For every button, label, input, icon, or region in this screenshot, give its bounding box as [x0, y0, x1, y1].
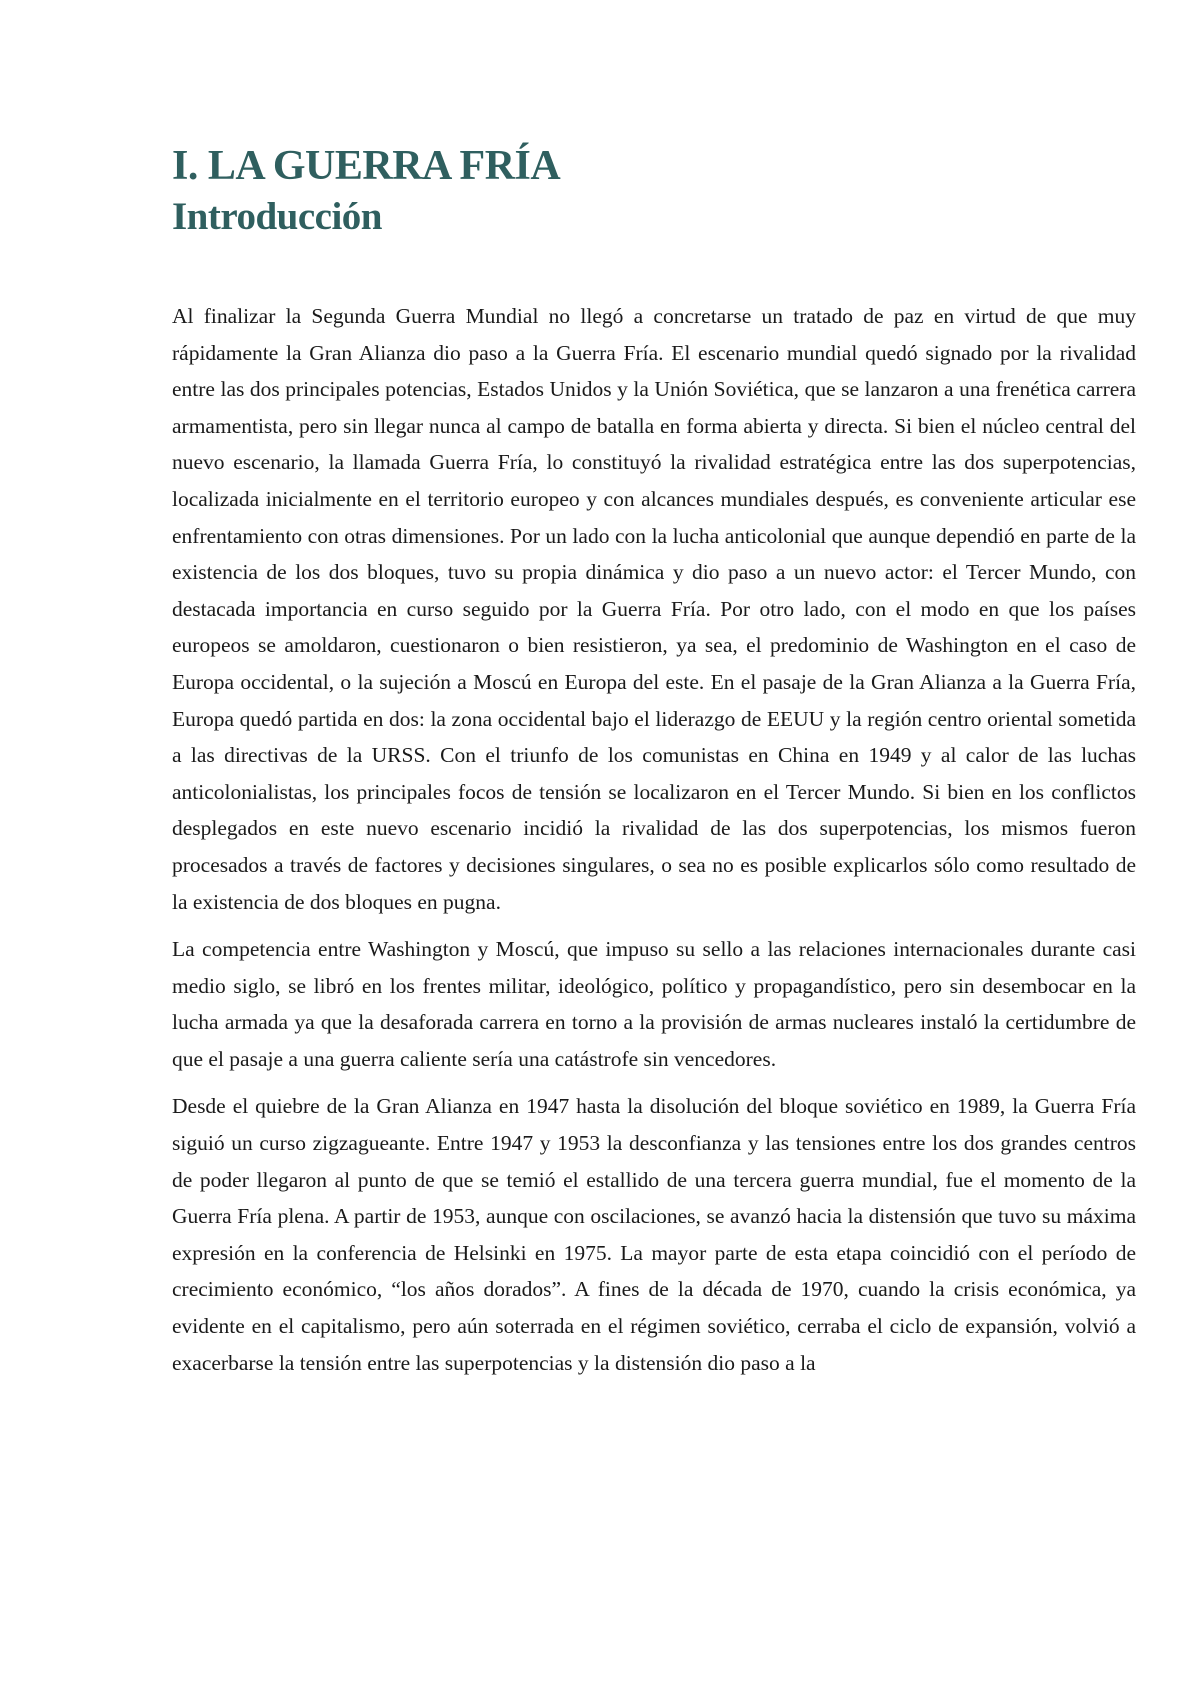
section-subtitle: Introducción: [172, 195, 382, 238]
paragraph-1: Al finalizar la Segunda Guerra Mundial no llegó a concretarse un tratado de paz en virtud de que muy rápidamente la Gran Alianza dio paso a la Guerra Fría. El escenario mundial quedó signado por la rivalidad entre las dos principales potencias, Estados Unidos y la Unión Soviética, que se lanzaron a una frenética carrera armamentista, pero sin llegar nunca al campo de batalla en forma abierta y directa. Si bien el núcleo central del nuevo escenario, la llamada Guerra Fría, lo constituyó la rivalidad estratégica entre las dos superpotencias, localizada inicialmente en el territorio europeo y con alcances mundiales después, es conveniente articular ese enfrentamiento con otras dimensiones. Por un lado con la lucha anticolonial que aunque dependió en parte de la existencia de los dos bloques, tuvo su propia dinámica y dio paso a un nuevo actor: el Tercer Mundo, con destacada importancia en curso seguido por la Guerra Fría. Por otro lado, con el modo en que los países europeos se amoldaron, cuestionaron o bien resistieron, ya sea, el predominio de Washington en el caso de Europa occidental, o la sujeción a Moscú en Europa del este. En el pasaje de la Gran Alianza a la Guerra Fría, Europa quedó partida en dos: la zona occidental bajo el liderazgo de EEUU y la región centro oriental sometida a las directivas de la URSS. Con el triunfo de los comunistas en China en 1949 y al calor de las luchas anticolonialistas, los principales focos de tensión se localizaron en el Tercer Mundo. Si bien en los conflictos desplegados en este nuevo escenario incidió la rivalidad de las dos superpotencias, los mismos fueron procesados a través de factores y decisiones singulares, o sea no es posible explicarlos sólo como resultado de la existencia de dos bloques en pugna.: [172, 304, 1136, 914]
page-content: [172, 140, 1136, 1392]
paragraph-2: La competencia entre Washington y Moscú, que impuso su sello a las relaciones internacionales durante casi medio siglo, se libró en los frentes militar, ideológico, político y propagandístico, pero sin desembocar en la lucha armada ya que la desaforada carrera en torno a la provisión de armas nucleares instaló la certidumbre de que el pasaje a una guerra caliente sería una catástrofe sin vencedores.: [172, 937, 1136, 1071]
paragraph-3: Desde el quiebre de la Gran Alianza en 1947 hasta la disolución del bloque soviético en 1989, la Guerra Fría siguió un curso zigzagueante. Entre 1947 y 1953 la desconfianza y las tensiones entre los dos grandes centros de poder llegaron al punto de que se temió el estallido de una tercera guerra mundial, fue el momento de la Guerra Fría plena. A partir de 1953, aunque con oscilaciones, se avanzó hacia la distensión que tuvo su máxima expresión en la conferencia de Helsinki en 1975. La mayor parte de esta etapa coincidió con el período de crecimiento económico, “los años dorados”. A fines de la década de 1970, cuando la crisis económica, ya evidente en el capitalismo, pero aún soterrada en el régimen soviético, cerraba el ciclo de expansión, volvió a exacerbarse la tensión entre las superpotencias y la distensión dio paso a la: [172, 1094, 1136, 1375]
body-text: [172, 298, 1136, 1381]
chapter-title: I. LA GUERRA FRÍA: [172, 143, 561, 189]
